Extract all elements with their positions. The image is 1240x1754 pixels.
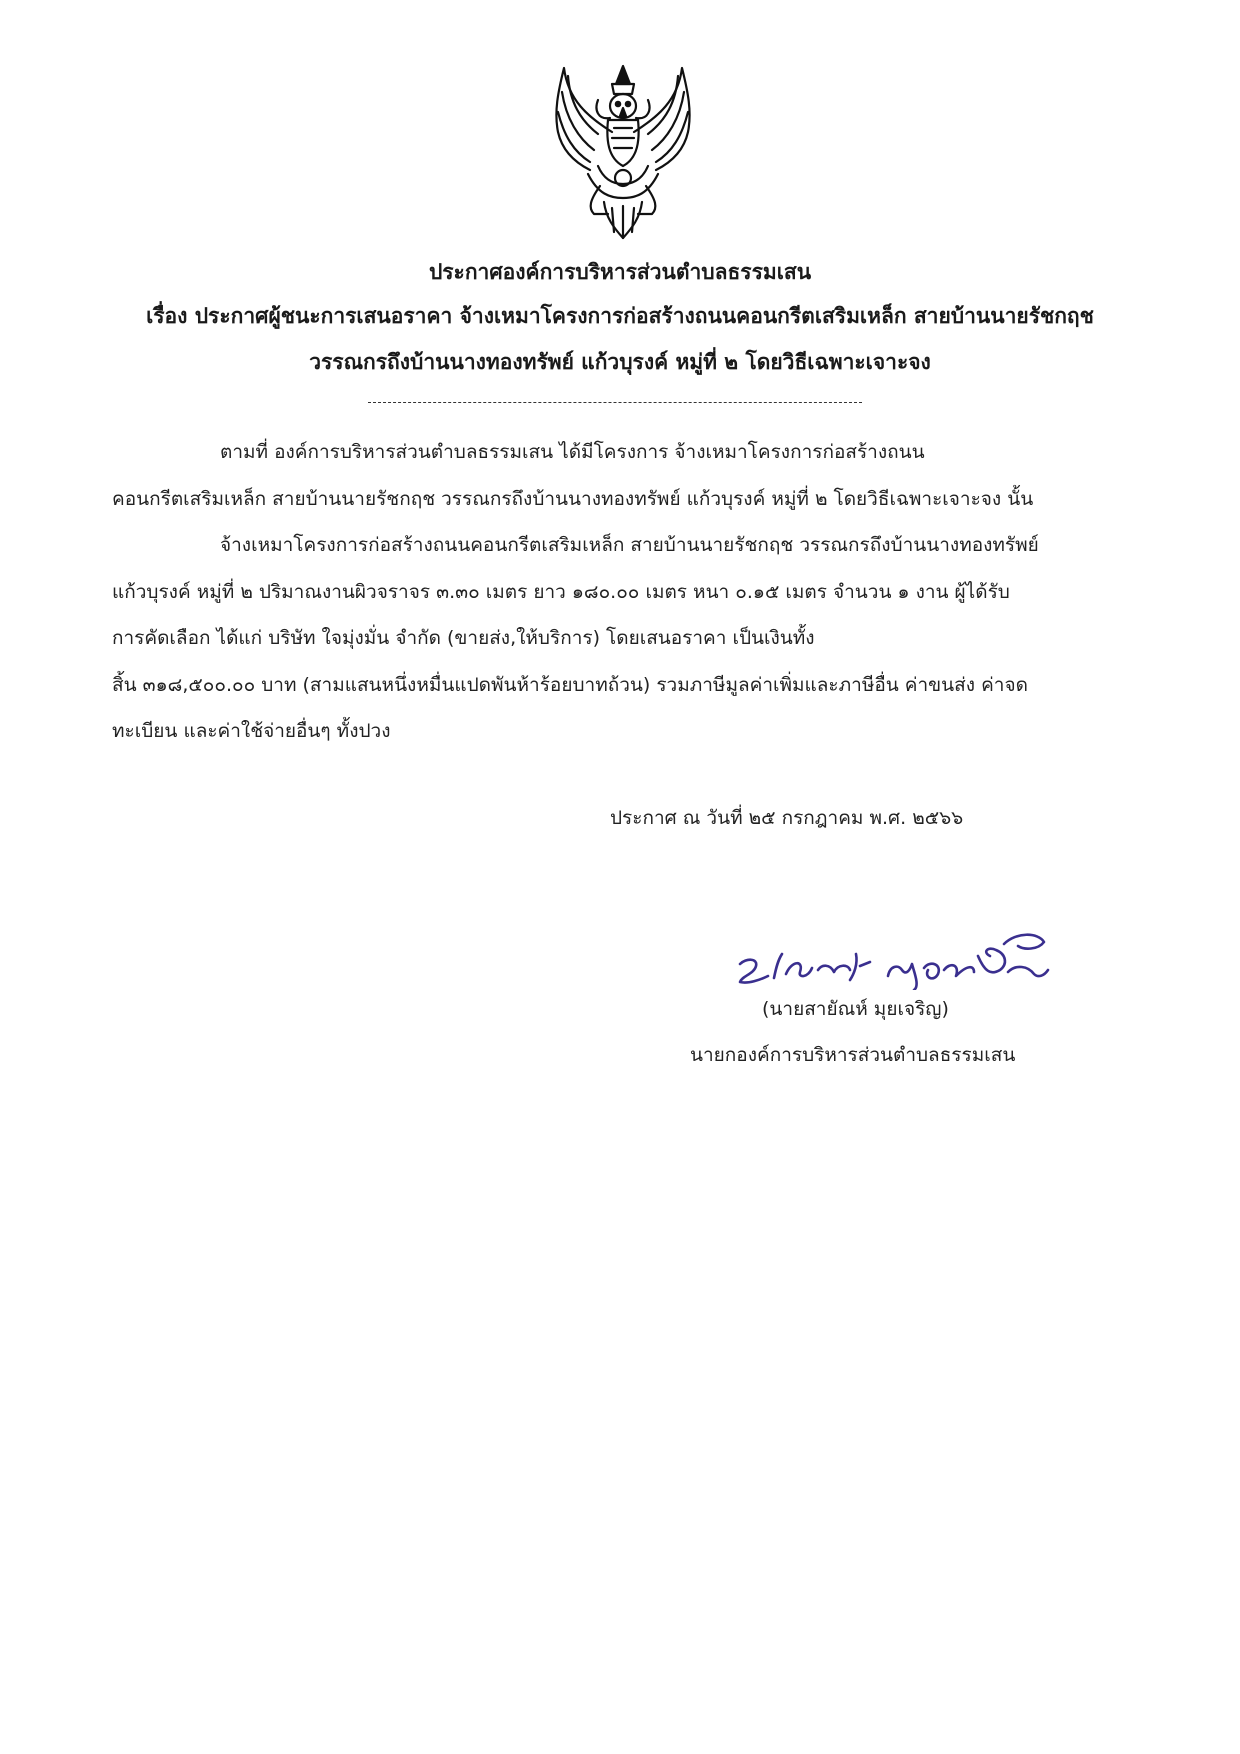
announcement-date: ประกาศ ณ วันที่ ๒๕ กรกฎาคม พ.ศ. ๒๕๖๖: [610, 807, 964, 829]
body-line: ตามที่ องค์การบริหารส่วนตำบลธรรมเสน ได้มีโครงการ จ้างเหมาโครงการก่อสร้างถนน: [220, 441, 925, 463]
garuda-emblem-icon: [528, 62, 718, 242]
body-line: คอนกรีตเสริมเหล็ก สายบ้านนายรัชกฤช วรรณกรถึงบ้านนางทองทรัพย์ แก้วบุรงค์ หมู่ที่ ๒ โดยวิธีเฉพาะเจาะจง นั้น: [112, 488, 1034, 510]
body-line: ทะเบียน และค่าใช้จ่ายอื่นๆ ทั้งปวง: [112, 720, 391, 742]
handwritten-signature: [738, 920, 1050, 990]
body-line: การคัดเลือก ได้แก่ บริษัท ใจมุ่งมั่น จำกัด (ขายส่ง,ให้บริการ) โดยเสนอราคา เป็นเงินทั้ง: [112, 627, 815, 649]
body-line: สิ้น ๓๑๘,๕๐๐.๐๐ บาท (สามแสนหนึ่งหมื่นแปดพันห้าร้อยบาทถ้วน) รวมภาษีมูลค่าเพิ่มและภาษีอื่น ค่าขนส่ง ค่าจด: [112, 674, 1028, 696]
subject-line-2: วรรณกรถึงบ้านนางทองทรัพย์ แก้วบุรงค์ หมู่ที่ ๒ โดยวิธีเฉพาะเจาะจง: [309, 350, 931, 374]
heading-divider: [368, 402, 862, 403]
organization-heading: ประกาศองค์การบริหารส่วนตำบลธรรมเสน: [428, 260, 812, 284]
signer-position: นายกองค์การบริหารส่วนตำบลธรรมเสน: [690, 1044, 1016, 1066]
body-line: แก้วบุรงค์ หมู่ที่ ๒ ปริมาณงานผิวจราจร ๓.๓๐ เมตร ยาว ๑๘๐.๐๐ เมตร หนา ๐.๑๕ เมตร จำนวน ๑ งาน ผู้ได้รับ: [112, 581, 1010, 603]
subject-line-1: เรื่อง ประกาศผู้ชนะการเสนอราคา จ้างเหมาโครงการก่อสร้างถนนคอนกรีตเสริมเหล็ก สายบ้านนายรัชกฤช: [146, 304, 1094, 328]
signer-name: (นายสายัณห์ มุยเจริญ): [762, 998, 949, 1020]
body-line: จ้างเหมาโครงการก่อสร้างถนนคอนกรีตเสริมเหล็ก สายบ้านนายรัชกฤช วรรณกรถึงบ้านนางทองทรัพย์: [220, 534, 1039, 556]
